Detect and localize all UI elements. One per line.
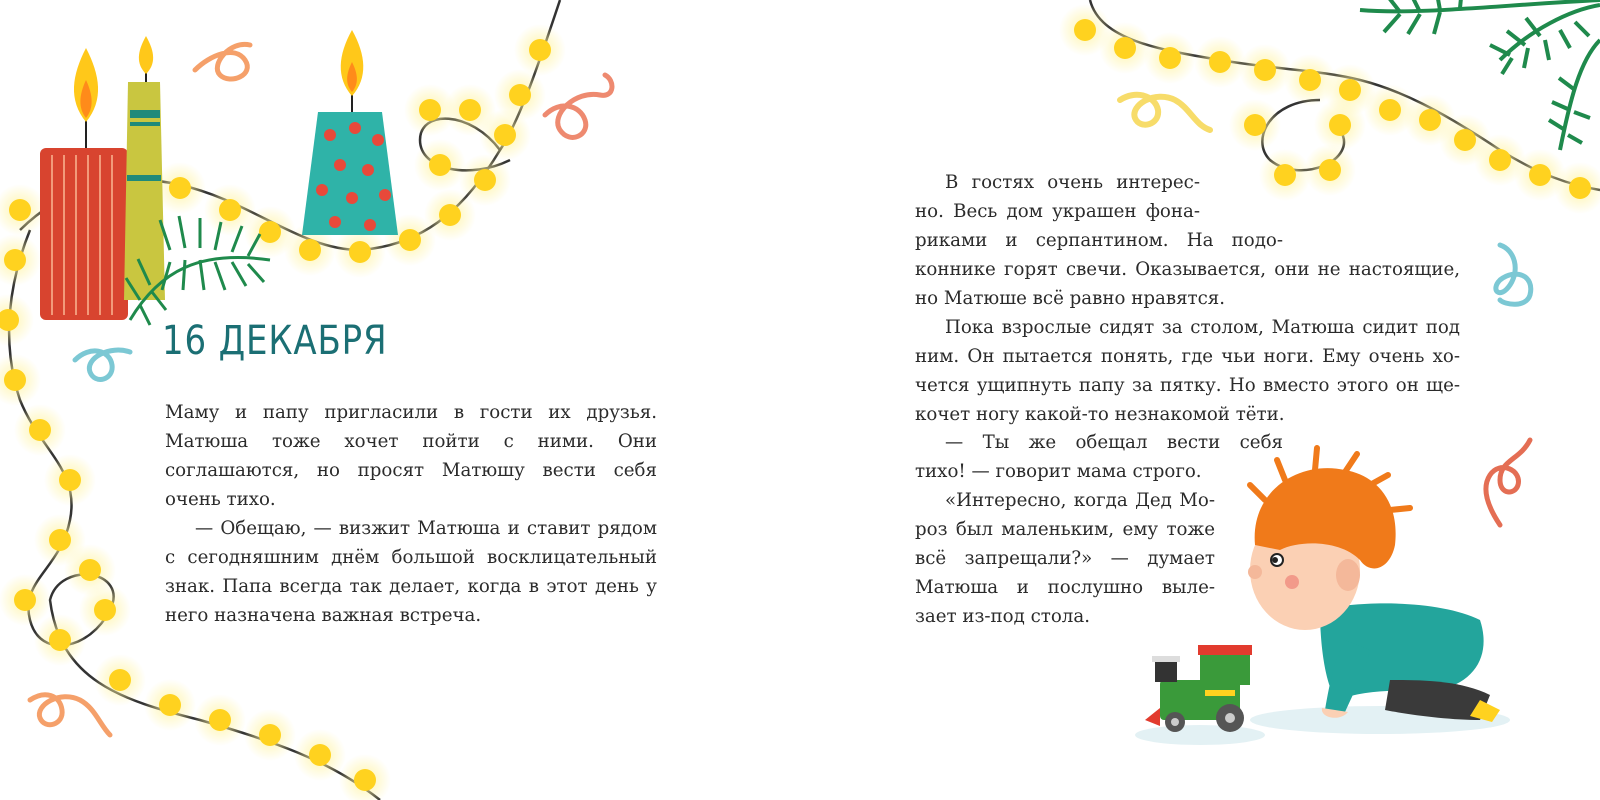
text-line: но. Весь дом украшен фона- — [915, 201, 1200, 222]
text-line: всё запрещали?» — думает — [915, 548, 1215, 569]
coral-serpentine-icon — [545, 75, 612, 137]
left-paragraph-1: Маму и папу пригласили в гости их друзья. Матюша тоже хочет пойти с ними. Они соглашаются, но просят Матюшу вести себя очень тихо. — [165, 402, 657, 510]
right-page — [800, 0, 1600, 800]
left-text-block — [165, 398, 657, 630]
text-line: кочет ногу какой-то незнакомой тёти. — [915, 404, 1285, 425]
text-line: коннике горят свечи. Оказывается, они не настоящие, — [915, 259, 1460, 280]
text-line: но Матюше всё равно нравятся. — [915, 288, 1226, 309]
blue-serpentine-right-icon — [1496, 245, 1531, 304]
text-line: чется ущипнуть папу за пятку. Но вместо этого он ще- — [915, 375, 1460, 396]
teal-candle-icon — [302, 30, 398, 235]
text-line: — Ты же обещал вести себя — [945, 432, 1283, 453]
left-paragraph-2: — Обещаю, — визжит Матюша и ставит рядом с сегодняшним днём большой восклицательный знак. Папа всегда так делает, когда в этот день у него назначена важная встреча. — [165, 518, 657, 626]
text-line: роз был маленьким, ему тоже — [915, 519, 1215, 540]
right-text-block-dialog — [915, 428, 1283, 486]
text-line: тихо! — говорит мама строго. — [915, 461, 1202, 482]
orange-serpentine-icon — [195, 44, 250, 79]
yellow-serpentine-icon — [1120, 95, 1210, 130]
text-line: зает из-под стола. — [915, 606, 1090, 627]
toy-train-icon — [1135, 645, 1265, 745]
right-text-block-bottom — [915, 486, 1215, 631]
date-heading: 16 ДЕКАБРЯ — [162, 318, 388, 364]
orange-serpentine-bottom-icon — [30, 695, 110, 735]
text-line: Матюша и послушно выле- — [915, 577, 1215, 598]
right-text-block-top — [915, 168, 1283, 255]
text-line: В гостях очень интерес- — [945, 172, 1200, 193]
right-text-block-middle — [915, 255, 1460, 429]
text-line: Пока взрослые сидят за столом, Матюша сидит под — [945, 317, 1460, 338]
red-candle-icon — [40, 48, 128, 320]
text-line: риками и серпантином. На подо- — [915, 230, 1283, 251]
red-serpentine-right-icon — [1486, 440, 1530, 525]
blue-serpentine-icon — [75, 350, 130, 379]
text-line: ним. Он пытается понять, где чьи ноги. Ему очень хо- — [915, 346, 1460, 367]
text-line: «Интересно, когда Дед Мо- — [945, 490, 1215, 511]
boy-illustration-icon — [1248, 448, 1510, 734]
green-candle-icon — [124, 36, 165, 300]
